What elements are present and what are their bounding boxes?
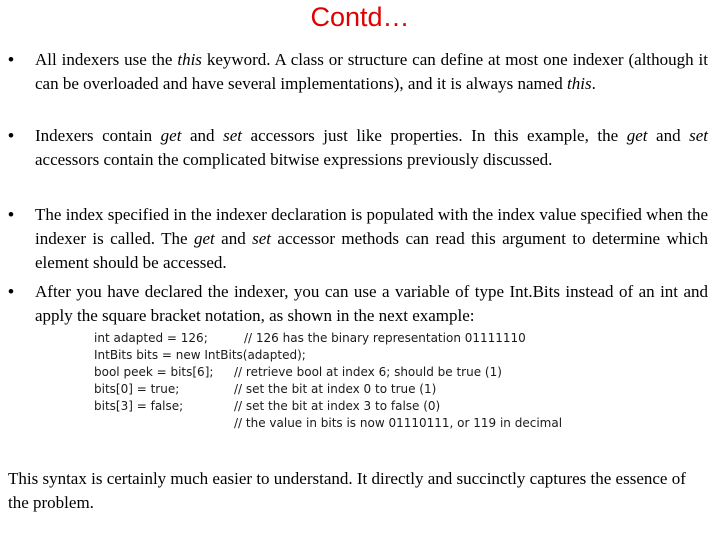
bullet-dot: •: [8, 50, 14, 69]
bullet-dot: •: [8, 205, 14, 224]
code-line: bool peek = bits[6]; // retrieve bool at index 6; should be true (1): [94, 365, 502, 379]
bullet-text: Indexers contain get and set accessors just like properties. In this example, the get and set accessors contain the complicated bitwise expressions previously discussed.: [35, 126, 709, 169]
bullet-dot: •: [8, 126, 14, 145]
summary-paragraph: This syntax is certainly much easier to understand. It directly and succinctly captures the essence of the problem.: [8, 469, 686, 512]
code-line: int adapted = 126; // 126 has the binary representation 01111110: [94, 331, 526, 345]
code-line: IntBits bits = new IntBits(adapted);: [94, 348, 306, 362]
slide-title: Contd…: [310, 2, 410, 32]
bullet-text: All indexers use the this keyword. A class or structure can define at most one indexer (although it can be overloaded and have several implementations), and it is always named this.: [35, 50, 708, 93]
bullet-dot: •: [8, 282, 14, 301]
bullet-text: The index specified in the indexer declaration is populated with the index value specified when the indexer is called. The get and set accessor methods can read this argument to determine which element should be accessed.: [35, 205, 708, 272]
code-line: bits[0] = true; // set the bit at index 0 to true (1): [94, 382, 437, 396]
code-snippet: int adapted = 126; // 126 has the binary representation 01111110 IntBits bits = new IntBits(adapted); bool peek = bits[6]; // retrieve bool at index 6; should be true (1) bits[0] = true; // set the bit at index 0 to true (1) bits[3] = false; // set the bit at index 3 to false (0) // the value in bits is now 01110111, or 119 in decimal: [90, 328, 610, 432]
code-line: bits[3] = false; // set the bit at index 3 to false (0): [94, 399, 441, 413]
bullet-text: After you have declared the indexer, you can use a variable of type Int.Bits instead of an int and apply the square bracket notation, as shown in the next example:: [35, 282, 708, 325]
